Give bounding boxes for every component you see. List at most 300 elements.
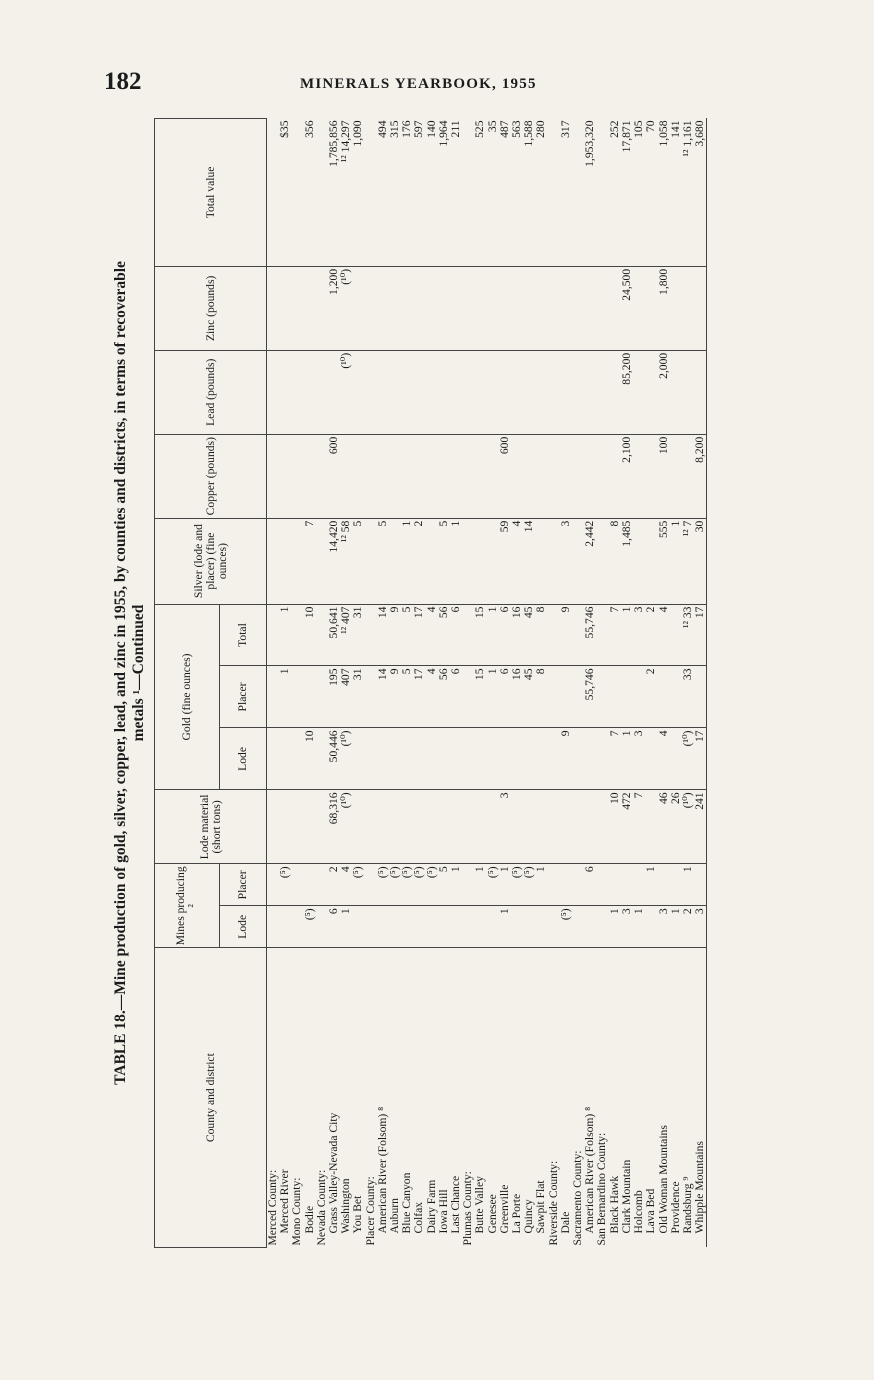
lead-cell: (¹⁰) [340,350,352,434]
gold-placer-cell [609,666,621,728]
mines-lode-cell [462,906,474,948]
mines-lode-cell: 1 [633,906,645,948]
gold-lode-cell [279,728,291,790]
gold-total-cell: 16 [511,604,523,666]
mines-lode-cell: 6 [328,906,340,948]
gold-total-cell: 45 [523,604,535,666]
lode-material-cell: 68,316 [328,790,340,864]
mines-lode-cell [352,906,364,948]
zinc-cell [291,266,303,350]
zinc-cell [645,266,657,350]
total-value-cell: 315 [389,119,401,267]
table-row [365,119,377,1248]
county-district-header: County and district [155,948,267,1248]
table-row [487,119,499,1248]
mines-placer-cell [609,864,621,906]
mines-lode-cell [596,906,608,948]
total-value-cell: 1,953,320 [584,119,596,267]
table-row [279,119,291,1248]
zinc-cell [487,266,499,350]
mines-lode-header: Lode [220,906,267,948]
table-row [670,119,682,1248]
mines-placer-cell [658,864,670,906]
lode-material-cell [389,790,401,864]
gold-placer-cell [291,666,303,728]
table-row [474,119,486,1248]
zinc-cell [535,266,547,350]
lead-cell [352,350,364,434]
total-value-cell: 487 [499,119,511,267]
zinc-cell [572,266,584,350]
district-name: Auburn [388,1198,402,1234]
silver-cell: 1,485 [621,518,633,604]
mines-placer-cell: 4 [340,864,352,906]
table-row [304,119,316,1248]
district-name: Blue Canyon [400,1172,414,1234]
gold-total-cell [596,604,608,666]
lead-header: Lead (pounds) [155,350,267,434]
gold-lode-cell [401,728,413,790]
district-name: Whipple Mountains [694,948,707,1248]
lode-material-cell [267,790,280,864]
mines-placer-header: Placer [220,864,267,906]
gold-total-cell: ¹² 33 [682,604,694,666]
district-name: Sawpit Flat [534,1180,548,1234]
gold-lode-cell [389,728,401,790]
mines-lode-cell: 1 [670,906,682,948]
lode-material-cell [426,790,438,864]
copper-cell: 600 [328,434,340,518]
silver-header: Silver (lode and placer) (fine ounces) [155,518,267,604]
total-value-cell [596,119,608,267]
table-row [291,119,303,1248]
lode-material-cell: 472 [621,790,633,864]
lead-cell [523,350,535,434]
total-value-cell: 1,058 [658,119,670,267]
table-row [548,119,560,1248]
gold-placer-cell [267,666,280,728]
lead-cell [291,350,303,434]
mines-placer-cell: (⁵) [511,864,523,906]
lode-material-cell [584,790,596,864]
table-row [462,119,474,1248]
zinc-cell [377,266,389,350]
gold-placer-cell: 6 [450,666,462,728]
gold-placer-cell [304,666,316,728]
district-name: Iowa Hill [436,1189,450,1234]
table-row [413,119,425,1248]
county-name: Mono County: [290,1177,304,1246]
copper-cell: 8,200 [694,434,707,518]
mines-lode-cell [279,906,291,948]
lead-cell [633,350,645,434]
total-value-cell: 1,785,856 [328,119,340,267]
district-name: Randsburg ⁹ [680,1176,694,1234]
zinc-cell [462,266,474,350]
total-value-cell: 1,090 [352,119,364,267]
gold-lode-cell [291,728,303,790]
lode-material-cell [304,790,316,864]
gold-lode-cell: 7 [609,728,621,790]
total-value-cell: 525 [474,119,486,267]
table-body [267,119,707,1248]
copper-cell [645,434,657,518]
district-name: Bodie [302,1205,316,1234]
mines-lode-cell [584,906,596,948]
gold-total-cell: 15 [474,604,486,666]
gold-total-cell: 3 [633,604,645,666]
mines-placer-cell: (⁵) [352,864,364,906]
copper-cell [365,434,377,518]
lode-material-cell [535,790,547,864]
gold-total-cell: 1 [621,604,633,666]
mines-lode-cell: 1 [499,906,511,948]
lead-cell [450,350,462,434]
gold-placer-cell: 8 [535,666,547,728]
gold-placer-cell [548,666,560,728]
copper-cell [462,434,474,518]
gold-placer-cell: 2 [645,666,657,728]
table-title: TABLE 18.—Mine production of gold, silver, copper, lead, and zinc in 1955, by counties and districts, in terms of recoverable [112,261,129,1085]
mines-lode-cell [291,906,303,948]
gold-total-cell [548,604,560,666]
gold-placer-cell: 5 [401,666,413,728]
silver-cell: ¹² 7 [682,518,694,604]
table-row [658,119,670,1248]
district-name: Washington [339,1178,353,1234]
production-table [154,118,707,1248]
gold-lode-cell: (¹⁰) [340,728,352,790]
gold-placer-cell: 14 [377,666,389,728]
gold-total-header: Total [220,604,267,666]
silver-cell: 14,420 [328,518,340,604]
mines-lode-cell [523,906,535,948]
mines-lode-cell: 1 [340,906,352,948]
silver-cell: 1 [670,518,682,604]
mines-lode-cell [438,906,450,948]
mines-lode-cell [535,906,547,948]
mines-lode-cell: 1 [609,906,621,948]
gold-total-cell: 4 [658,604,670,666]
table-row [633,119,645,1248]
mines-lode-cell [389,906,401,948]
district-name: Clark Mountain [619,1159,633,1234]
lead-cell [572,350,584,434]
gold-lode-cell [499,728,511,790]
county-name: Sacramento County: [571,1150,585,1246]
copper-cell [279,434,291,518]
total-value-cell: 211 [450,119,462,267]
gold-lode-cell [365,728,377,790]
mines-lode-cell: (⁵) [304,906,316,948]
zinc-cell: 1,800 [658,266,670,350]
lode-material-cell [523,790,535,864]
gold-placer-cell: 9 [389,666,401,728]
district-name: Holcomb [632,1190,646,1234]
district-name: Lava Bed [644,1188,658,1234]
silver-cell: 7 [304,518,316,604]
zinc-cell [267,266,280,350]
lode-material-cell: (¹⁰) [682,790,694,864]
gold-placer-cell: 195 [328,666,340,728]
gold-total-cell: 5 [401,604,413,666]
lode-material-cell [487,790,499,864]
lode-material-cell: 26 [670,790,682,864]
gold-placer-header: Placer [220,666,267,728]
total-value-cell: 35 [487,119,499,267]
table-row [523,119,535,1248]
zinc-cell [279,266,291,350]
gold-placer-cell: 15 [474,666,486,728]
zinc-cell [413,266,425,350]
lead-cell [548,350,560,434]
mines-placer-cell: (⁵) [487,864,499,906]
lode-material-cell [572,790,584,864]
gold-lode-cell [511,728,523,790]
copper-cell [596,434,608,518]
table-row [426,119,438,1248]
lead-cell: 2,000 [658,350,670,434]
copper-cell [291,434,303,518]
lead-cell [535,350,547,434]
lode-material-cell [352,790,364,864]
zinc-cell [450,266,462,350]
table-row [584,119,596,1248]
gold-placer-cell [596,666,608,728]
gold-placer-cell: 45 [523,666,535,728]
lode-material-cell [596,790,608,864]
mines-placer-cell [621,864,633,906]
silver-cell [474,518,486,604]
gold-total-cell: 2 [645,604,657,666]
table-row [438,119,450,1248]
gold-lode-cell [523,728,535,790]
mines-placer-cell [304,864,316,906]
total-value-cell: 70 [645,119,657,267]
gold-lode-cell: 17 [694,728,707,790]
zinc-cell [548,266,560,350]
mines-placer-cell [365,864,377,906]
mines-lode-cell [267,906,280,948]
lode-material-cell [401,790,413,864]
total-value-cell [365,119,377,267]
zinc-cell [694,266,707,350]
mines-placer-cell: 1 [450,864,462,906]
district-name: American River (Folsom) ⁸ [375,1106,389,1234]
lead-cell [645,350,657,434]
total-value-cell: 1,964 [438,119,450,267]
district-name: Last Chance [449,1175,463,1234]
gold-lode-cell [572,728,584,790]
gold-lode-cell [438,728,450,790]
gold-total-cell [267,604,280,666]
copper-cell [304,434,316,518]
lead-cell [487,350,499,434]
copper-cell [584,434,596,518]
lead-cell [499,350,511,434]
lode-material-cell [511,790,523,864]
zinc-cell [596,266,608,350]
silver-cell: 5 [352,518,364,604]
mines-lode-cell [474,906,486,948]
zinc-cell [389,266,401,350]
gold-lode-header: Lode [220,728,267,790]
mines-placer-cell: (⁵) [401,864,413,906]
zinc-cell [633,266,645,350]
lead-cell [316,350,328,434]
mines-placer-cell: (⁵) [279,864,291,906]
total-value-cell: 105 [633,119,645,267]
lode-material-cell [645,790,657,864]
silver-cell: 1 [450,518,462,604]
copper-cell: 2,100 [621,434,633,518]
zinc-cell [584,266,596,350]
lode-material-cell [413,790,425,864]
gold-total-cell: 56 [438,604,450,666]
table-row [645,119,657,1248]
gold-total-cell: 17 [413,604,425,666]
lode-material-cell [548,790,560,864]
district-name: Merced River [278,1169,292,1234]
table-row [401,119,413,1248]
lead-cell [596,350,608,434]
copper-cell [389,434,401,518]
silver-cell: 14 [523,518,535,604]
total-value-header: Total value [155,119,267,267]
silver-cell [633,518,645,604]
mines-lode-cell: 3 [621,906,633,948]
silver-cell [462,518,474,604]
gold-total-cell: 55,746 [584,604,596,666]
total-value-cell: 563 [511,119,523,267]
lead-cell [438,350,450,434]
table-row [340,119,352,1248]
zinc-cell [682,266,694,350]
mines-placer-cell: 1 [682,864,694,906]
gold-lode-cell [487,728,499,790]
district-name: Butte Valley [473,1176,487,1234]
silver-cell: 5 [377,518,389,604]
page-number: 182 [104,68,142,95]
table-row [511,119,523,1248]
lead-cell [377,350,389,434]
gold-lode-cell: 4 [658,728,670,790]
silver-cell: 30 [694,518,707,604]
table-title-continued: metals ¹—Continued [130,604,147,742]
silver-cell: 59 [499,518,511,604]
total-value-cell [462,119,474,267]
gold-total-cell: 8 [535,604,547,666]
copper-cell [523,434,535,518]
mines-placer-cell [596,864,608,906]
gold-lode-cell [584,728,596,790]
silver-cell [267,518,280,604]
zinc-cell: 1,200 [328,266,340,350]
zinc-cell [352,266,364,350]
silver-cell [389,518,401,604]
silver-cell [535,518,547,604]
copper-cell [426,434,438,518]
county-name: Merced County: [266,1169,279,1246]
zinc-header: Zinc (pounds) [155,266,267,350]
copper-cell [572,434,584,518]
district-name: Quincy [522,1199,536,1234]
county-name: Plumas County: [461,1171,475,1246]
copper-cell [548,434,560,518]
gold-lode-cell [645,728,657,790]
lode-material-cell [462,790,474,864]
table-row [682,119,694,1248]
lead-cell [670,350,682,434]
total-value-cell: 17,871 [621,119,633,267]
gold-placer-cell: 6 [499,666,511,728]
gold-total-cell: 31 [352,604,364,666]
gold-header: Gold (fine ounces) [155,604,220,790]
lode-material-cell [377,790,389,864]
total-value-cell: $35 [279,119,291,267]
lead-cell [682,350,694,434]
county-name: Riverside County: [546,1160,560,1246]
county-name: Nevada County: [314,1169,328,1246]
gold-lode-cell [535,728,547,790]
gold-placer-cell: 16 [511,666,523,728]
total-value-cell: 597 [413,119,425,267]
gold-placer-cell [621,666,633,728]
gold-lode-cell: 1 [621,728,633,790]
copper-cell: 600 [499,434,511,518]
mines-placer-cell [694,864,707,906]
lead-cell [584,350,596,434]
zinc-cell: 24,500 [621,266,633,350]
silver-cell: 5 [438,518,450,604]
lead-cell [365,350,377,434]
district-name: Old Woman Mountains [656,1125,670,1234]
table-row [377,119,389,1248]
mines-lode-cell [365,906,377,948]
mines-placer-cell [291,864,303,906]
gold-placer-cell [633,666,645,728]
gold-total-cell: 50,641 [328,604,340,666]
gold-placer-cell [658,666,670,728]
gold-total-cell [291,604,303,666]
lead-cell: 85,200 [621,350,633,434]
gold-total-cell: 4 [426,604,438,666]
total-value-cell: 356 [304,119,316,267]
total-value-cell: 141 [670,119,682,267]
lode-material-cell: 10 [609,790,621,864]
silver-cell: 1 [401,518,413,604]
zinc-cell [438,266,450,350]
mines-lode-cell [450,906,462,948]
lode-material-cell: 241 [694,790,707,864]
lode-material-cell [438,790,450,864]
total-value-cell [267,119,280,267]
gold-total-cell: ¹² 407 [340,604,352,666]
mines-lode-cell: 3 [658,906,670,948]
copper-cell [535,434,547,518]
lead-cell [389,350,401,434]
zinc-cell [474,266,486,350]
copper-cell [450,434,462,518]
mines-lode-cell: (⁵) [560,906,572,948]
silver-cell: 2,442 [584,518,596,604]
total-value-cell: 140 [426,119,438,267]
silver-cell: 2 [413,518,425,604]
table-row [694,119,707,1248]
gold-lode-cell [352,728,364,790]
mines-lode-cell [377,906,389,948]
silver-cell [645,518,657,604]
